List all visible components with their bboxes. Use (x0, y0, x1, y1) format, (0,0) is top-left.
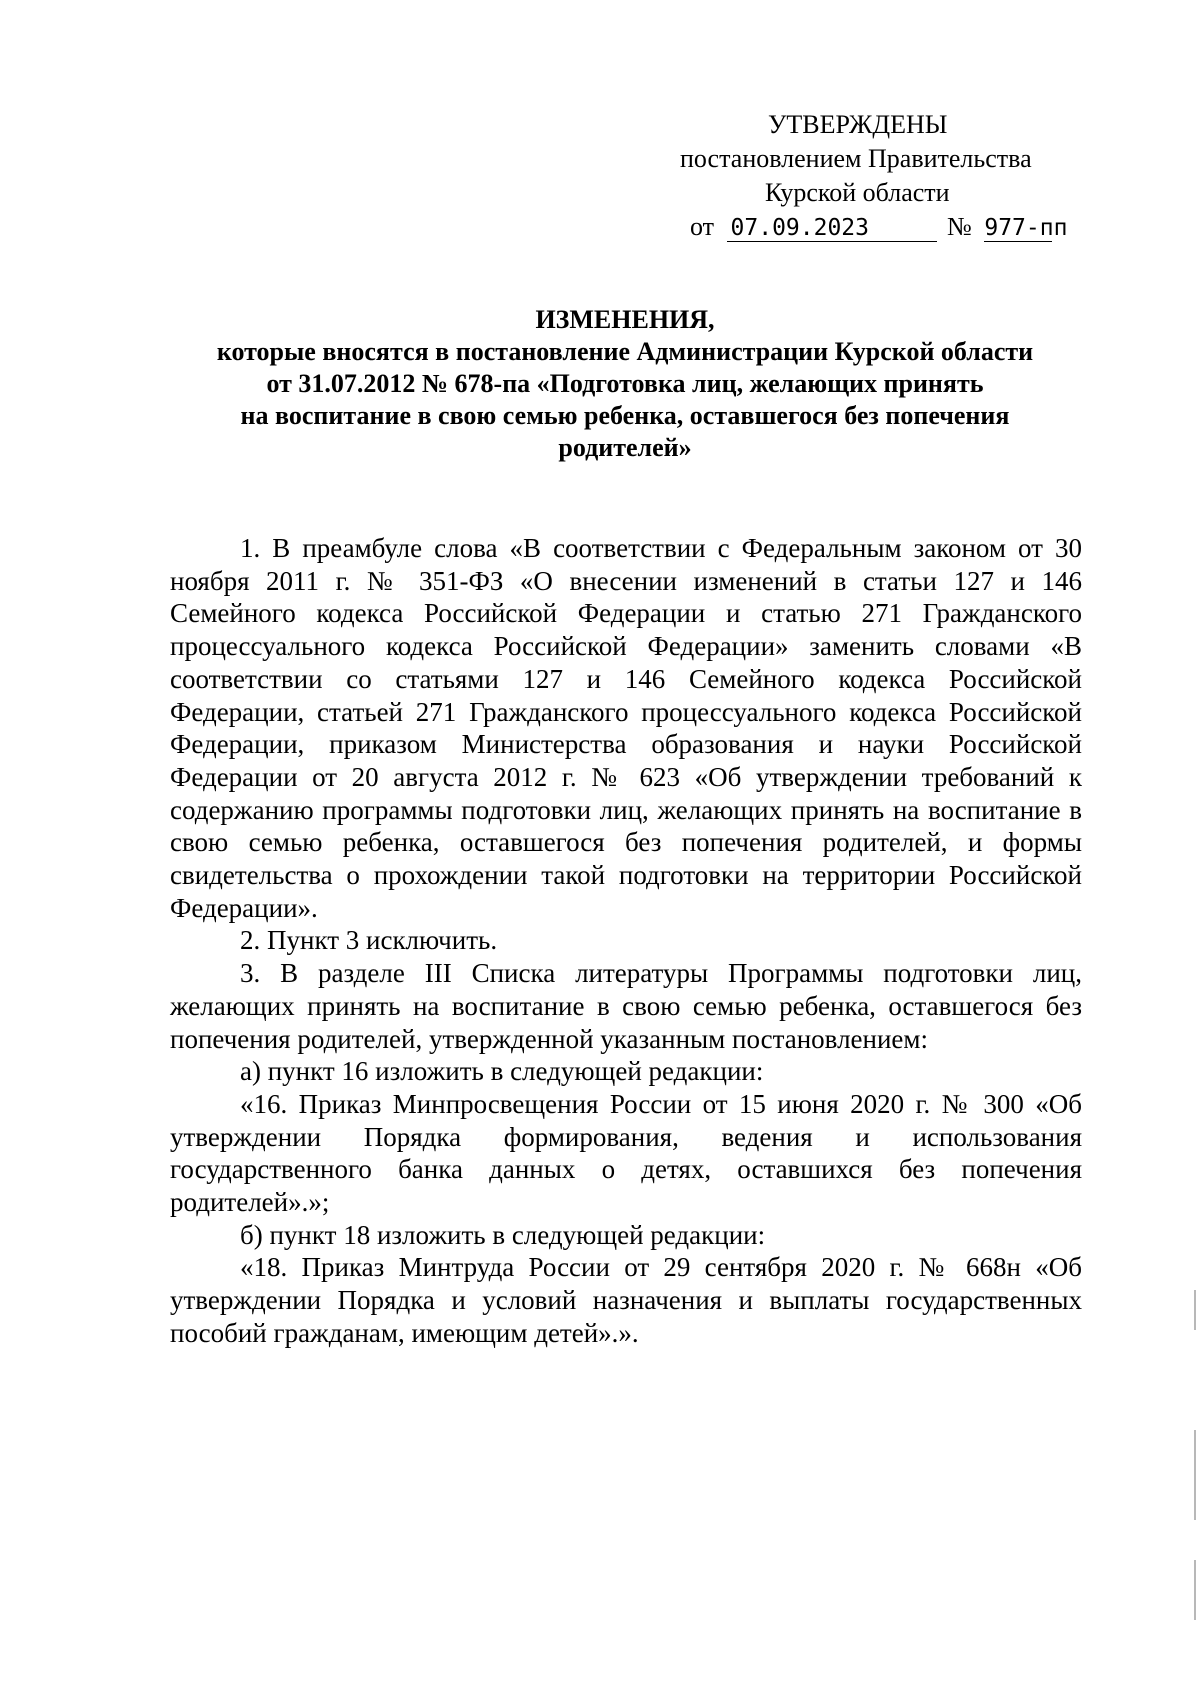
approval-line-date-number (640, 210, 1110, 244)
document-subtitle-line: родителей» (558, 433, 692, 462)
approval-number-field: 977-пп (984, 215, 1068, 241)
paragraph-1: 1. В преамбуле слова «В соответствии с Федеральным законом от 30 ноября 2011 г. № 351-ФЗ «О внесении изменений в статьи 127 и 146 Семейного кодекса Российской Федерации и статью 271 Гражданского процессуального кодекса Российской Федерации» заменить словами «В соответствии со статьями 127 и 146 Семейного кодекса Российской Федерации, статьей 271 Гражданского процессуального кодекса Российской Федерации, приказом Министерства образования и науки Российской Федерации от 20 августа 2012 г. № 623 «Об утверждении требований к содержанию программы подготовки лиц, желающих принять на воспитание в свою семью ребенка, оставшегося без попечения родителей, и формы свидетельства о прохождении такой подготовки на территории Российской Федерации». (170, 533, 1082, 923)
document-subtitle-line: на воспитание в свою семью ребенка, оставшегося без попечения (240, 401, 1010, 430)
approval-date-field: 07.09.2023 (727, 215, 937, 242)
number-label: № (947, 212, 972, 241)
scan-edge-mark (1194, 1560, 1196, 1620)
approval-stamp (640, 108, 1110, 244)
document-subtitle-line: от 31.07.2012 № 678-па «Подготовка лиц, желающих принять (266, 369, 984, 398)
paragraph-2: 2. Пункт 3 исключить. (240, 925, 498, 956)
paragraph-3: 3. В разделе III Списка литературы Программы подготовки лиц, желающих принять на воспитание в свою семью ребенка, оставшегося без попечения родителей, утвержденной указанным постановлением: (170, 958, 1082, 1054)
approval-line-resolution: постановлением Правительства (680, 144, 1032, 173)
document-title-block (150, 304, 1100, 464)
from-label: от (690, 212, 715, 241)
paragraph-3a-text: «16. Приказ Минпросвещения России от 15 июня 2020 г. № 300 «Об утверждении Порядка формирования, ведения и использования государственного банка данных о детях, оставшихся без попечения родителей».»; (170, 1088, 1082, 1218)
paragraph-3b-text: «18. Приказ Минтруда России от 29 сентября 2020 г. № 668н «Об утверждении Порядка и условий назначения и выплаты государственных пособий гражданам, имеющим детей».». (170, 1252, 1082, 1348)
document-heading: ИЗМЕНЕНИЯ, (535, 305, 715, 334)
document-subtitle-line: которые вносятся в постановление Администрации Курской области (216, 337, 1034, 366)
approval-line-region: Курской области (765, 178, 950, 207)
approval-title: УТВЕРЖДЕНЫ (768, 110, 948, 139)
document-body (170, 532, 1082, 1350)
paragraph-3b: б) пункт 18 изложить в следующей редакции: (240, 1219, 766, 1250)
scan-edge-mark (1194, 1430, 1196, 1520)
paragraph-3a: а) пункт 16 изложить в следующей редакции: (240, 1056, 764, 1087)
scan-edge-mark (1194, 1290, 1196, 1330)
